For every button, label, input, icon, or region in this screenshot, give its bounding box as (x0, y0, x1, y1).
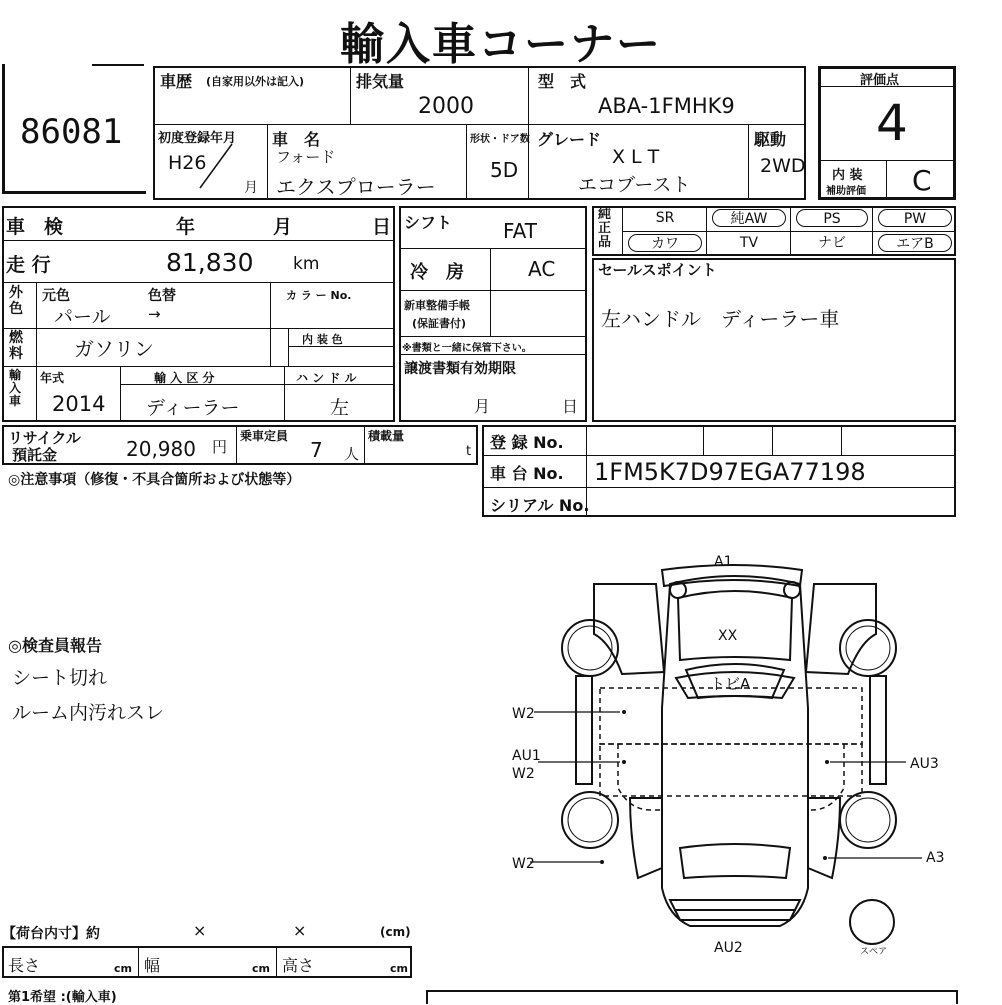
cargo-height-unit: cm (390, 962, 408, 975)
diagram-label-tobi: トビA (710, 675, 751, 693)
equipment-item: 純AW (712, 209, 786, 227)
history-note: (自家用以外は記入) (206, 75, 305, 88)
diagram-label-w2-mid: W2 (512, 766, 535, 782)
rating-value: 4 (876, 94, 908, 152)
import-year-label: 年式 (40, 371, 65, 385)
recycle-value: 20,980 (126, 437, 196, 461)
cargo-length-label: 長さ (8, 956, 41, 975)
manual-sub: (保証書付) (412, 317, 467, 330)
cargo-length-unit: cm (114, 962, 132, 975)
grade-label: グレード (537, 130, 602, 149)
inspection-label: 車 検 (6, 216, 64, 238)
shift-value: FAT (503, 219, 538, 243)
cargo-width-unit: cm (252, 962, 270, 975)
car-name-label: 車 名 (272, 130, 321, 149)
model-value: ABA-1FMHK9 (598, 94, 735, 118)
rating-label: 評価点 (860, 73, 900, 88)
chassis-value: 1FM5K7D97EGA77198 (594, 458, 866, 486)
page-title: 輸入車コーナー (340, 19, 662, 70)
drive-value: 2WD (760, 155, 806, 177)
inspector-line-2: ルーム内汚れスレ (12, 702, 165, 724)
capacity-unit: 人 (344, 445, 360, 463)
displacement-value: 2000 (418, 94, 474, 119)
sales-points-label: セールスポイント (598, 261, 717, 279)
inspection-year: 年 (176, 216, 196, 238)
equipment-item: PS (796, 209, 868, 227)
first-reg-month: 月 (244, 180, 258, 196)
interior-label-2: 補助評価 (826, 186, 866, 197)
color-change-label: 色替 (148, 288, 176, 304)
serial-label: シリアル No. (490, 496, 590, 515)
inspection-month: 月 (273, 216, 293, 238)
drive-label: 駆動 (754, 130, 787, 149)
diagram-label-w2-upper: W2 (512, 706, 535, 722)
recycle-unit: 円 (212, 438, 228, 456)
equipment-item: ナビ (818, 235, 846, 251)
diagram-label-w2-lower: W2 (512, 856, 535, 872)
mileage-value: 81,830 (166, 248, 254, 277)
grade-line1: X L T (612, 146, 660, 168)
diagram-label-au2: AU2 (714, 940, 743, 956)
capacity-label: 乗車定員 (240, 429, 289, 443)
import-handle-label: ハ ン ド ル (296, 371, 357, 385)
cargo-height-label: 高さ (282, 956, 315, 975)
displacement-label: 排気量 (356, 72, 405, 91)
cargo-x1: × (193, 921, 207, 940)
equipment-item: SR (655, 210, 675, 226)
registration-label: 登 録 No. (490, 433, 564, 452)
fuel-value: ガソリン (74, 337, 154, 361)
recycle-label-2: 預託金 (12, 446, 58, 464)
load-unit: t (466, 444, 472, 459)
equipment-item: TV (739, 235, 759, 251)
color-code-label: カ ラ ー No. (286, 289, 352, 302)
diagram-label-au3: AU3 (910, 756, 939, 772)
diagram-label-xx: XX (718, 628, 738, 644)
cargo-width-label: 幅 (144, 956, 161, 975)
import-class-label: 輸 入 区 分 (154, 371, 215, 385)
inspector-line-1: シート切れ (12, 667, 108, 689)
aircon-label: 冷 房 (410, 262, 464, 283)
capacity-value: 7 (310, 438, 323, 462)
car-maker: フォード (276, 148, 336, 166)
transfer-day: 日 (562, 397, 579, 416)
import-class-value: ディーラー (146, 397, 240, 419)
transfer-label: 譲渡書類有効期限 (404, 361, 516, 377)
import-label: 輸入車 (9, 368, 22, 408)
diagram-label-a3: A3 (926, 850, 945, 866)
equipment-item: カワ (628, 234, 702, 252)
first-reg-era: H26 (168, 152, 207, 174)
cargo-label: 【荷台内寸】約 (2, 926, 100, 942)
model-label: 型 式 (538, 72, 587, 91)
notes-header: ◎注意事項（修復・不具合箇所および状態等） (8, 472, 301, 488)
import-handle-value: 左 (330, 397, 350, 419)
car-name: エクスプローラー (276, 175, 436, 199)
fuel-label: 燃料 (9, 330, 23, 362)
import-year: 2014 (52, 392, 106, 416)
load-label: 積載量 (368, 429, 405, 443)
sales-points-text: 左ハンドル ディーラー車 (601, 307, 840, 331)
inspection-day: 日 (372, 216, 392, 238)
color-label: 外色 (9, 285, 23, 317)
transfer-month: 月 (474, 397, 491, 416)
manual-note: ※書類と一緒に保管下さい。 (402, 343, 532, 354)
interior-value: C (912, 164, 932, 197)
diagram-label-a1: A1 (714, 554, 733, 570)
grade-line2: エコブースト (578, 174, 691, 196)
color-original: パール (54, 306, 111, 328)
mileage-unit: km (293, 254, 320, 274)
equipment-item: エアB (878, 234, 952, 252)
equipment-label: 純正品 (598, 207, 612, 250)
cargo-dimensions-box (2, 946, 412, 978)
interior-color-label: 内 装 色 (302, 333, 343, 346)
first-reg-label: 初度登録年月 (158, 131, 237, 146)
middle-info-block (399, 206, 587, 422)
car-condition-diagram (490, 548, 960, 958)
request-text: 第1希望 :(輸入車) (8, 990, 117, 1005)
inspector-header: ◎検査員報告 (8, 636, 102, 655)
recycle-label-1: リサイクル (8, 429, 81, 447)
lot-number: 86081 (20, 112, 123, 152)
sales-points-box (592, 258, 956, 422)
doors-label: 形状・ドア数 (470, 134, 530, 145)
mileage-label: 走 行 (6, 254, 51, 276)
chassis-label: 車 台 No. (490, 464, 564, 483)
color-arrow: → (148, 305, 161, 323)
diagram-label-spare: スペア (860, 947, 888, 957)
manual-label: 新車整備手帳 (404, 299, 470, 312)
diagram-label-au1: AU1 (512, 748, 541, 764)
interior-label-1: 内 装 (832, 168, 863, 183)
first-reg-slash (196, 142, 236, 192)
cargo-unit: (cm) (380, 925, 411, 939)
cargo-x2: × (293, 921, 307, 940)
equipment-item: PW (878, 209, 952, 227)
history-label: 車歴 (160, 72, 193, 91)
color-original-label: 元色 (42, 288, 70, 304)
aircon-value: AC (528, 257, 556, 281)
doors-value: 5D (490, 158, 519, 182)
shift-label: シフト (404, 213, 453, 232)
